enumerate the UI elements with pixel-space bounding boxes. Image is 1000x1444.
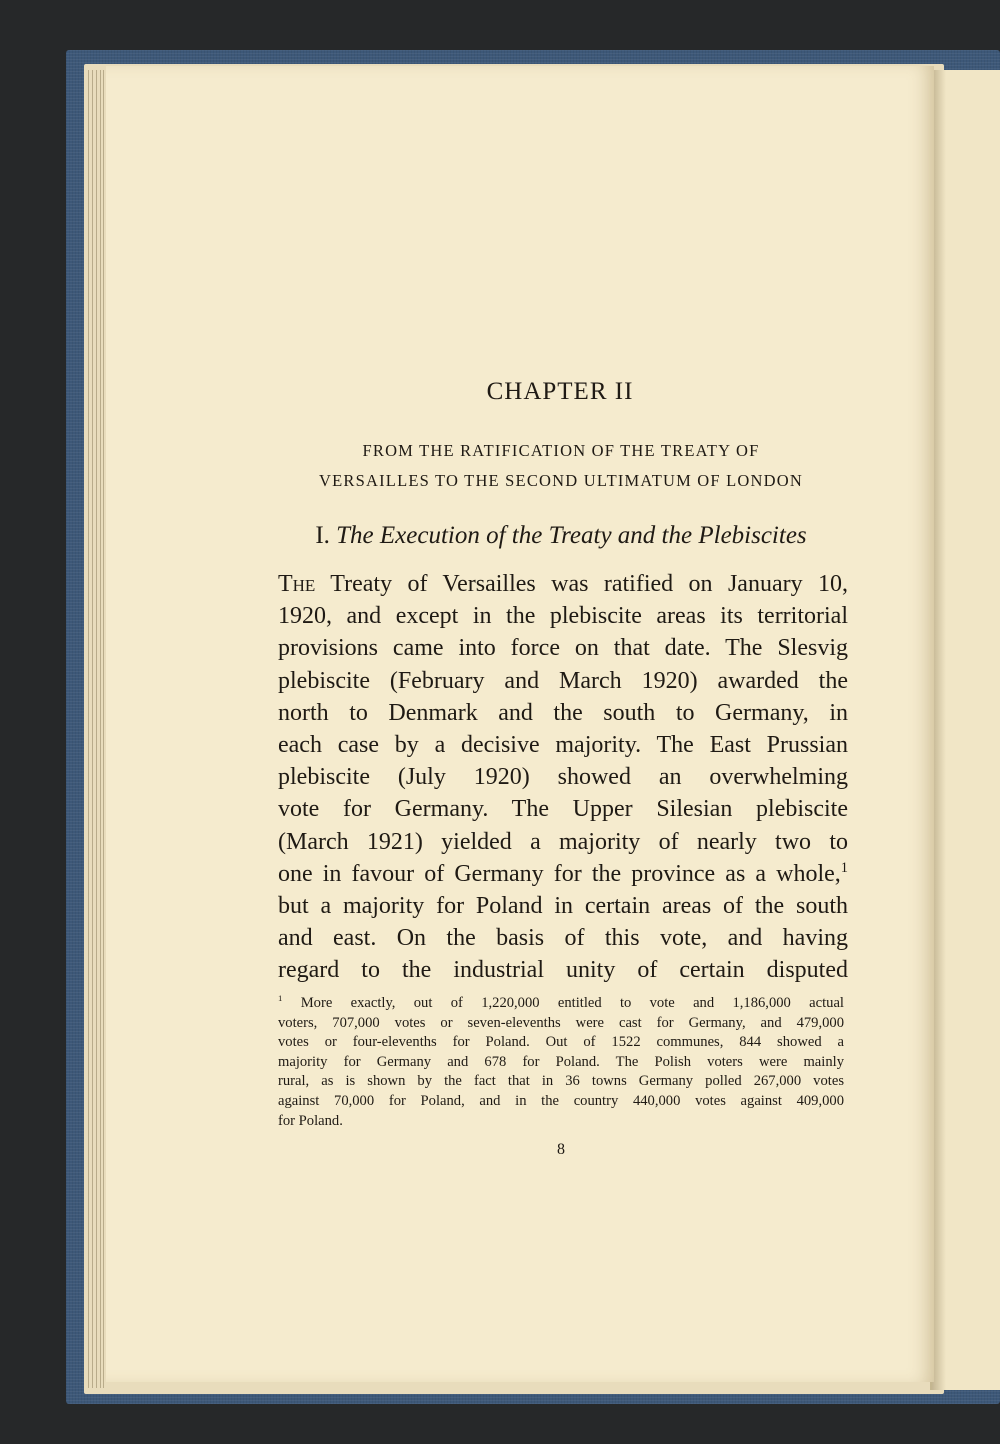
body-line: one in favour of Germany for the province as a whole,$^1$ [278, 859, 848, 887]
body-line: plebiscite (July 1920) showed an overwhelming [278, 764, 848, 791]
footnote-line: votes or four-elevenths for Poland. Out of 1522 communes, 844 showed a [278, 1034, 844, 1051]
body-text [278, 568, 848, 986]
body-line: vote for Germany. The Upper Silesian plebiscite [278, 796, 848, 823]
footnote-line: rural, as is shown by the fact that in 36 towns Germany polled 267,000 votes [278, 1073, 844, 1090]
chapter-subtitle [276, 436, 846, 496]
body-line: regard to the industrial unity of certain disputed [278, 957, 848, 984]
footnote-number: 1 [278, 993, 283, 1004]
facing-page [930, 70, 1000, 1390]
footnote [278, 994, 844, 1131]
body-line: and east. On the basis of this vote, and having [278, 925, 848, 952]
book-page [106, 66, 934, 1382]
footnote-marker[interactable]: 1 [840, 859, 848, 876]
body-line: but a majority for Poland in certain areas of the south [278, 892, 848, 919]
body-line: (March 1921) yielded a majority of nearly two to [278, 828, 848, 855]
footnote-line: for Poland. [278, 1112, 343, 1129]
opening-word: The [278, 571, 316, 597]
body-line: plebiscite (February and March 1920) awarded the [278, 667, 848, 694]
section-heading [276, 521, 846, 551]
section-number: I. [315, 522, 330, 549]
footnote-line: against 70,000 for Poland, and in the country 440,000 votes against 409,000 [278, 1092, 844, 1109]
chapter-subtitle-line-1: FROM THE RATIFICATION OF THE TREATY OF [362, 441, 760, 460]
footnote-line: majority for Germany and 678 for Poland. The Polish voters were mainly [278, 1053, 844, 1070]
body-line: north to Denmark and the south to Germany, in [278, 699, 848, 726]
chapter-subtitle-line-2: VERSAILLES TO THE SECOND ULTIMATUM OF LONDON [319, 471, 803, 490]
section-title: The Execution of the Treaty and the Plebiscites [336, 522, 807, 549]
footnote-line: voters, 707,000 votes or seven-elevenths were cast for Germany, and 479,000 [278, 1014, 844, 1031]
body-line: each case by a decisive majority. The East Prussian [278, 731, 848, 758]
body-line: provisions came into force on that date. The Slesvig [278, 635, 848, 662]
chapter-title: CHAPTER II [486, 378, 634, 405]
page-number: 8 [557, 1141, 565, 1158]
body-line: The Treaty of Versailles was ratified on January 10, [278, 571, 848, 597]
footnote-line: $^1$ More exactly, out of 1,220,000 entitled to vote and 1,186,000 actual [278, 993, 844, 1011]
body-line: 1920, and except in the plebiscite areas its territorial [278, 603, 848, 630]
